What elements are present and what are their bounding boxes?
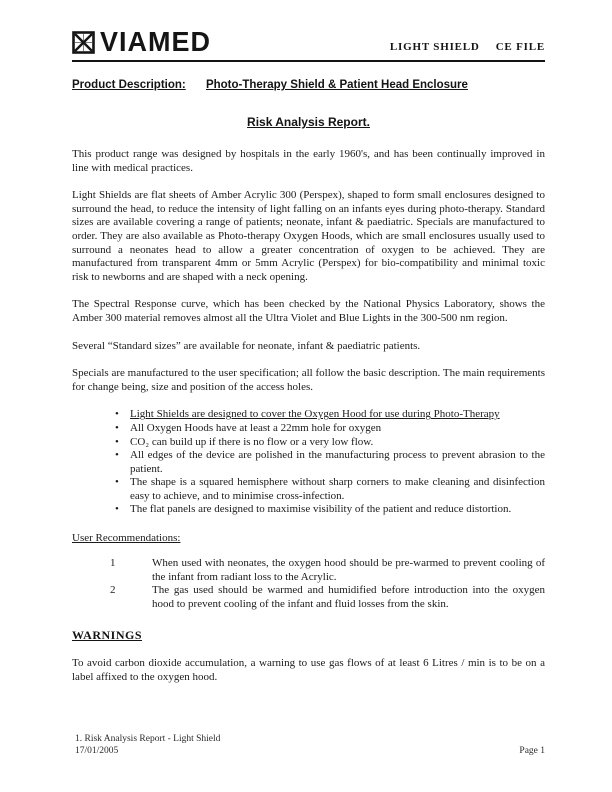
page-footer: [75, 733, 545, 757]
header-doc-type: CE FILE: [495, 41, 545, 53]
bullet-item: • Light Shields are designed to cover the Oxygen Hood for use during Photo-Therapy: [115, 408, 545, 422]
header-doc-title: LIGHT SHIELD: [389, 41, 480, 53]
warnings-paragraph: To avoid carbon dioxide accumulation, a warning to use gas flows of at least 6 Litres / min is to be on a label affixed to the oxygen hood.: [72, 657, 545, 684]
header-doc-reference: [390, 41, 545, 56]
paragraph-spectral-response: The Spectral Response curve, which has been checked by the National Physics Laboratory, shows the Amber 300 material removes almost all the Ultra Violet and Blue Lights in the 300-500 nm region.: [72, 298, 545, 324]
paragraph-intro: This product range was designed by hospitals in the early 1960's, and has been continually improved in line with medical practices.: [72, 148, 545, 174]
bullet-item: • All Oxygen Hoods have at least a 22mm hole for oxygen: [115, 422, 545, 436]
recommendation-item: [72, 584, 545, 611]
bullet-item: • The flat panels are designed to maximise visibility of the patient and reduce distortion.: [115, 503, 545, 517]
product-description-label: Product Description:: [72, 79, 186, 91]
header-divider: [72, 60, 545, 62]
report-title: Risk Analysis Report.: [247, 115, 370, 129]
viamed-logo: [72, 28, 211, 56]
viamed-logo-icon: [72, 31, 95, 54]
bullet-item: • All edges of the device are polished in the manufacturing process to prevent abrasion to the patient.: [115, 449, 545, 476]
page-header: [72, 28, 545, 62]
user-recommendations-heading: User Recommendations:: [72, 532, 181, 545]
recommendation-number: 1: [110, 557, 116, 570]
feature-bullet-list: [72, 408, 545, 517]
recommendation-text: The gas used should be warmed and humidified before introduction into the oxygen hood to prevent cooling of the infant and fluid losses from the skin.: [152, 584, 545, 610]
product-description-line: [72, 79, 545, 91]
recommendation-number: 2: [110, 584, 116, 597]
product-description-value: Photo-Therapy Shield & Patient Head Enclosure: [205, 79, 468, 91]
footer-doc-ref: 1. Risk Analysis Report - Light Shield: [75, 734, 221, 744]
footer-date: 17/01/2005: [75, 746, 119, 756]
bullet-item: • The shape is a squared hemisphere without sharp corners to make cleaning and disinfection easy to achieve, and to minimise cross-infection.: [115, 476, 545, 503]
paragraph-light-shields: Light Shields are flat sheets of Amber Acrylic 300 (Perspex), shaped to form small enclosures designed to surround the head, to reduce the intensity of light falling on an infants eyes during photo-therapy. Standard sizes are available covering a range of patients; neonate, infant & paediatric. Specials are manufactured to order. They are also available as Photo-therapy Oxygen Hoods, which are small enclosures usually used to surround a neonates head to allow a greater concentration of oxygen to be achieved. They are manufactured from transparent 4mm or 5mm Acrylic (Perspex) for bio-compatibility and minimal toxic risk to newborns and are shaped with a neck opening.: [72, 189, 545, 283]
recommendation-text: When used with neonates, the oxygen hood should be pre-warmed to prevent cooling of the infant from radiant loss to the Acrylic.: [152, 557, 545, 583]
logo-wordmark: VIAMED: [100, 26, 212, 58]
footer-page-number: Page 1: [519, 746, 545, 756]
paragraph-standard-sizes: Several “Standard sizes” are available for neonate, infant & paediatric patients.: [72, 339, 421, 352]
user-recommendations-list: [72, 557, 545, 611]
paragraph-specials: Specials are manufactured to the user specification; all follow the basic description. The main requirements for change being, size and position of the access holes.: [72, 367, 545, 393]
bullet-item: • CO₂ can build up if there is no flow or a very low flow.: [115, 436, 545, 450]
recommendation-item: [72, 557, 545, 584]
warnings-heading: WARNINGS: [72, 628, 143, 643]
